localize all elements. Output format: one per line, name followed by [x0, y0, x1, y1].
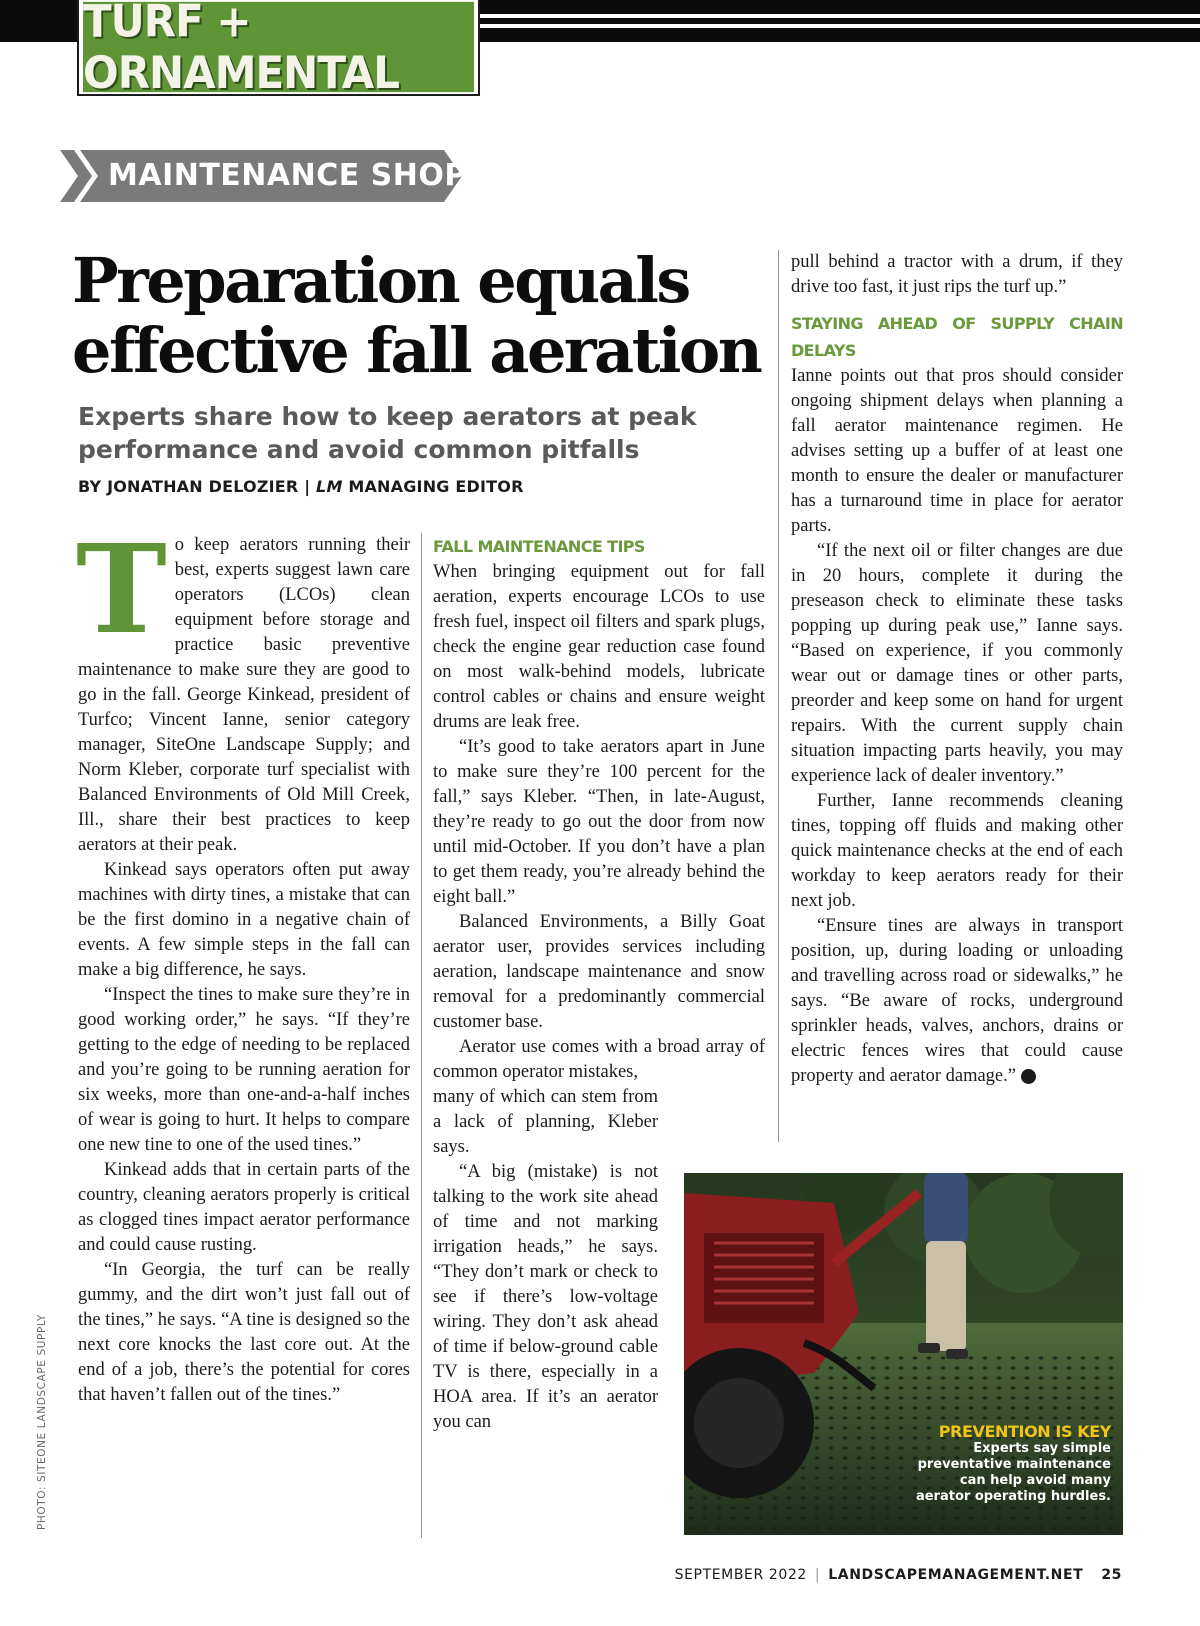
- issue-date: SEPTEMBER 2022: [674, 1567, 807, 1583]
- caption-title: PREVENTION IS KEY: [938, 1422, 1111, 1441]
- byline-magazine: LM: [316, 477, 343, 496]
- body-paragraph: [76, 517, 410, 858]
- headline-line: Preparation equals: [72, 244, 689, 317]
- body-paragraph: When bringing equipment out for fall aeration, experts encourage LCOs to use fresh fuel, inspect oil filters and spark plugs, check the engine gear reduction case found on most walk-behind models, lubricate control cables or chains and ensure weight drums are leak free.: [433, 562, 765, 732]
- subhead: STAYING AHEAD OF SUPPLY CHAIN DELAYS: [791, 314, 1123, 360]
- page-number: 25: [1101, 1567, 1122, 1583]
- photo-caption: [911, 1422, 1111, 1505]
- section-tag: [77, 0, 480, 99]
- body-paragraph: “If the next oil or filter changes are due in 20 hours, complete it during the preseason check to eliminate these tasks popping up during peak use,” Ianne says. “Based on experience, if you commonly wear out or damage tines or other parts, preorder and keep some on hand for urgent repairs. With the current supply chain situation impacting parts heavily, you may experience lack of dealer inventory.”: [791, 541, 1123, 786]
- department-label: MAINTENANCE SHOP: [108, 158, 467, 193]
- aerator-photo: [684, 1173, 1123, 1535]
- column-rule: [421, 533, 422, 1538]
- byline-author: BY JONATHAN DELOZIER |: [78, 477, 317, 496]
- headline-line: effective fall aeration: [72, 314, 761, 387]
- website: LANDSCAPEMANAGEMENT.NET: [828, 1567, 1084, 1583]
- photo-credit: PHOTO: SITEONE LANDSCAPE SUPPLY: [36, 1314, 48, 1530]
- end-mark-icon: LM: [1021, 1069, 1036, 1084]
- body-paragraph: Balanced Environments, a Billy Goat aerator user, provides services including aeration, landscape maintenance and snow removal for a predominantly commercial customer base.: [433, 912, 765, 1032]
- byline: [78, 477, 524, 496]
- department-banner: [60, 150, 480, 202]
- body-paragraph: Ianne points out that pros should consider ongoing shipment delays when planning a fall aerator maintenance regimen. He advises setting up a buffer of at least one month to ensure the dealer or manufacturer has a turnaround time in place for aerator parts.: [791, 366, 1123, 536]
- body-paragraph: “Inspect the tines to make sure they’re in good working order,” he says. “If they’re getting to the edge of needing to be replaced and you’re going to be running aeration for six weeks, more than one-and-a-half inches of wear is going to hurt. It helps to compare one new tine to one of the used tines.”: [78, 985, 410, 1155]
- headline: [72, 246, 772, 386]
- body-column-1: [76, 517, 410, 1408]
- deck-line: performance and avoid common pitfalls: [78, 435, 640, 464]
- body-paragraph: Aerator use comes with a broad array of common operator mistakes,: [433, 1037, 765, 1082]
- byline-title: MANAGING EDITOR: [342, 477, 524, 496]
- body-paragraph: Further, Ianne recommends cleaning tines, topping off fluids and making other quick maintenance checks at the end of each workday to keep aerators ready for their next job.: [791, 791, 1123, 911]
- body-paragraph: “It’s good to take aerators apart in June to make sure they’re 100 percent for the fall,” says Kleber. “Then, in late-August, they’re ready to go out the door from now until mid-October. If you don’t have a plan to get them ready, you’re already behind the eight ball.”: [433, 737, 765, 907]
- body-paragraph: many of which can stem from a lack of planning, Kleber says.: [433, 1087, 658, 1157]
- deck: [78, 400, 718, 466]
- wrap-around-photo: [433, 1085, 658, 1435]
- deck-line: Experts share how to keep aerators at peak: [78, 402, 697, 431]
- folio: [675, 1567, 1122, 1583]
- section-title: TURF + ORNAMENTAL: [83, 2, 474, 92]
- subhead: FALL MAINTENANCE TIPS: [433, 537, 645, 556]
- body-paragraph: “In Georgia, the turf can be really gummy, and the dirt won’t just fall out of the tines,” he says. “A tine is designed so the next core knocks the last core out. At the end of a job, there’s the potential for cores that haven’t fallen out of the tines.”: [78, 1260, 410, 1405]
- folio-divider: |: [814, 1567, 821, 1583]
- column-rule: [778, 250, 779, 1142]
- masthead-stripe: [470, 24, 1200, 28]
- paragraph-text: o keep aerators running their best, experts suggest lawn care operators (LCOs) clean equipment before storage and practice basic preventive maintenance to make sure they are good to go in the fall. George Kinkead, president of Turfco; Vincent Ianne, senior category manager, SiteOne Landscape Supply; and Norm Kleber, corporate turf specialist with Balanced Environments of Old Mill Creek, Ill., share their best practices to keep aerators at their peak.: [78, 535, 410, 855]
- body-paragraph: Kinkead adds that in certain parts of the country, cleaning aerators properly is critical as clogged tines impact aerator performance and could cause rusting.: [78, 1160, 410, 1255]
- masthead-stripe: [470, 14, 1200, 18]
- body-paragraph: [791, 914, 1123, 1089]
- body-paragraph: “A big (mistake) is not talking to the work site ahead of time and not marking irrigation heads,” he says. “They don’t mark or check to see if there’s low-voltage wiring. They don’t ask ahead of time if below-ground cable TV is there, especially in a HOA area. If it’s an aerator you can: [433, 1162, 658, 1432]
- body-paragraph: pull behind a tractor with a drum, if they drive too fast, it just rips the turf up.”: [791, 252, 1123, 297]
- paragraph-text: “Ensure tines are always in transport position, up, during loading or unloading and travelling across road or sidewalks,” he says. “Be aware of rocks, underground sprinkler heads, valves, anchors, drains or electric fences wires that could cause property and aerator damage.”: [791, 916, 1123, 1086]
- drop-cap: T: [76, 517, 167, 661]
- body-column-3: [791, 250, 1123, 1089]
- body-paragraph: Kinkead says operators often put away machines with dirty tines, a mistake that can be the first domino in a negative chain of events. A few simple steps in the fall can make a big difference, he says.: [78, 860, 410, 980]
- caption-text: Experts say simple preventative maintenance can help avoid many aerator operating hurdles.: [915, 1441, 1111, 1504]
